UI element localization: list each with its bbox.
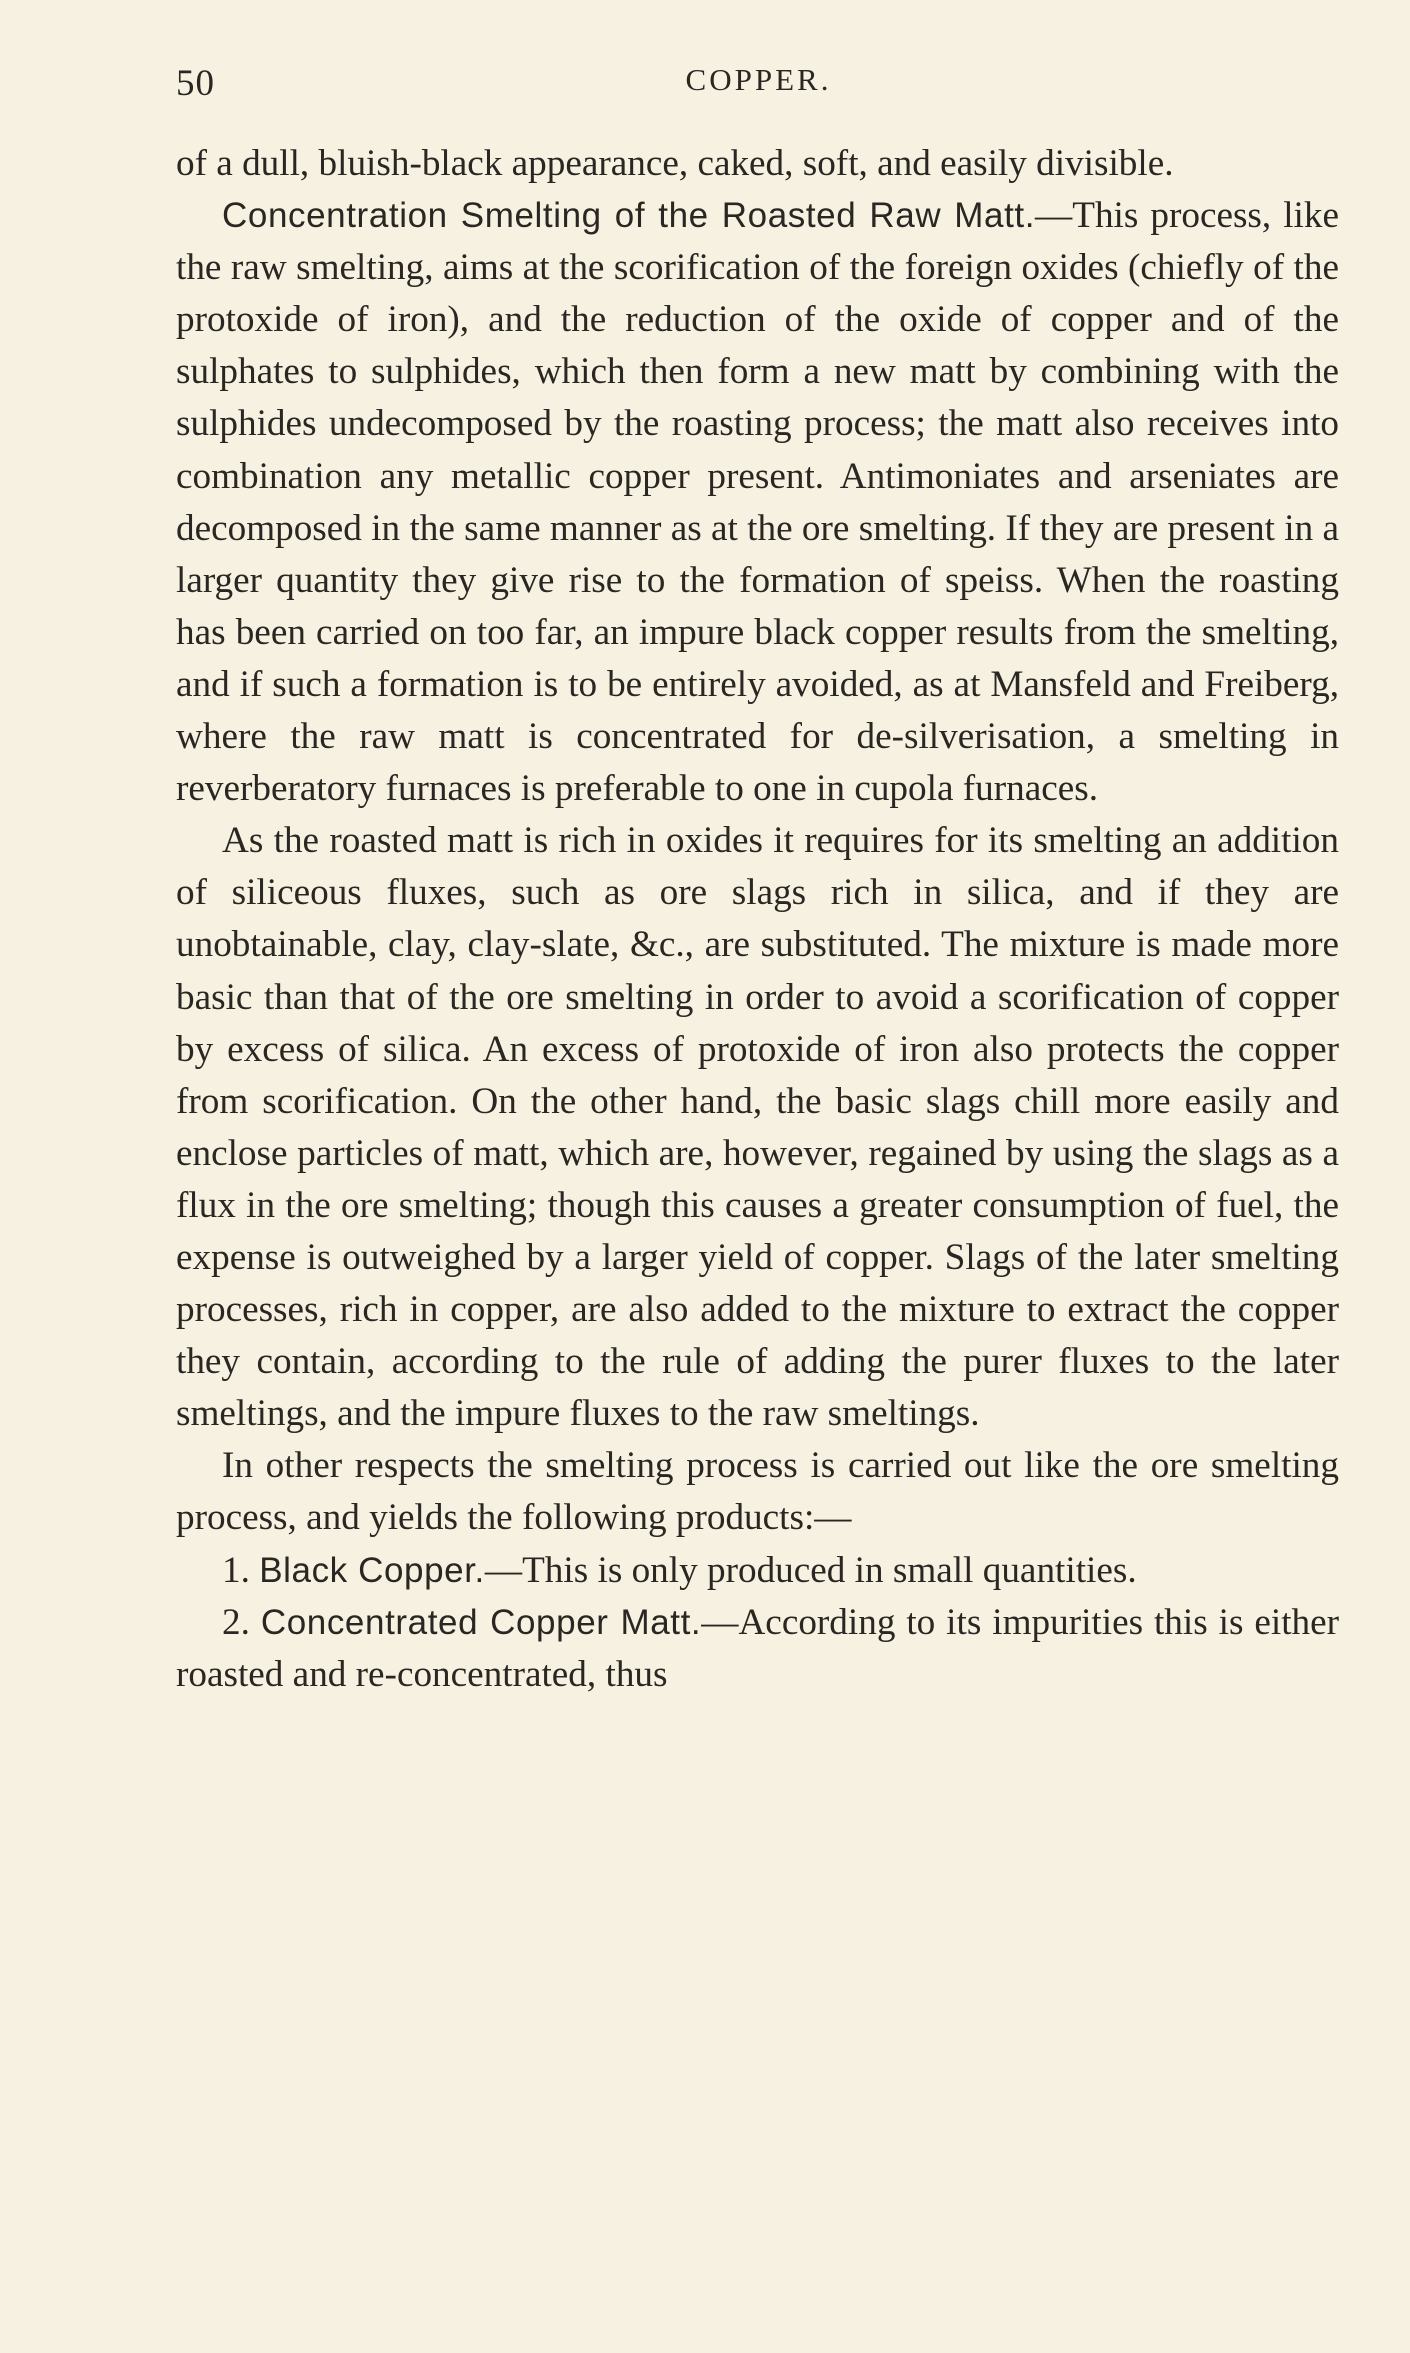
paragraph-text: —This is only produced in small quantities. xyxy=(484,1549,1137,1591)
paragraph-text: —This process, like the raw smelting, aims at the scorification of the foreign oxides (chiefly of the protoxide of iron), and the reduction of the oxide of copper and of the sulphates to sulphides, which then form a new matt by combining with the sulphides undecomposed by the roasting process; the matt also receives into combination any metallic copper present. Antimoniates and arseniates are decomposed in the same manner as at the ore smelting. If they are present in a larger quantity they give rise to the formation of speiss. When the roasting has been carried on too far, an impure black copper results from the smelting, and if such a formation is to be entirely avoided, as at Mansfeld and Freiberg, where the raw matt is concentrated for de-silverisation, a smelting in reverberatory furnaces is preferable to one in cupola furnaces. xyxy=(176,195,1339,810)
running-title: COPPER. xyxy=(685,62,832,97)
run-in-heading: Concentrated Copper Matt. xyxy=(260,1602,702,1642)
paragraph-text: In other respects the smelting process is carried out like the ore smelting process, and yields the following products:— xyxy=(176,1445,1339,1539)
list-number: 2. xyxy=(222,1601,250,1643)
paragraph-continuation xyxy=(176,138,1339,190)
list-item-concentrated-matt xyxy=(176,1597,1339,1701)
page-number: 50 xyxy=(176,63,215,104)
paragraph-concentration-smelting xyxy=(176,190,1339,815)
running-head xyxy=(176,62,1341,122)
list-item-black-copper xyxy=(176,1545,1339,1597)
paragraph-text: —According to its impurities this is either roasted and re-concentrated, thus xyxy=(176,1601,1340,1695)
run-in-heading: Concentration Smelting of the Roasted Raw Matt. xyxy=(222,196,1036,236)
paragraph-products-intro xyxy=(176,1440,1339,1544)
run-in-heading: Black Copper. xyxy=(259,1550,485,1590)
body-text xyxy=(176,138,1339,1701)
paragraph-text: As the roasted matt is rich in oxides it requires for its smelting an addition of siliceous fluxes, such as ore slags rich in silica, and if they are unobtainable, clay, clay-slate, &c., are substituted. The mixture is made more basic than that of the ore smelting in order to avoid a scorification of copper by excess of silica. An excess of protoxide of iron also protects the copper from scorification. On the other hand, the basic slags chill more easily and enclose particles of matt, which are, however, regained by using the slags as a flux in the ore smelting; though this causes a greater consumption of fuel, the expense is outweighed by a larger yield of copper. Slags of the later smelting processes, rich in copper, are also added to the mixture to extract the copper they contain, according to the rule of adding the purer fluxes to the later smeltings, and the impure fluxes to the raw smeltings. xyxy=(176,820,1339,1435)
paragraph-text: of a dull, bluish-black appearance, caked, soft, and easily divisible. xyxy=(176,143,1174,184)
list-number: 1. xyxy=(222,1549,250,1591)
paragraph-fluxes xyxy=(176,815,1339,1440)
